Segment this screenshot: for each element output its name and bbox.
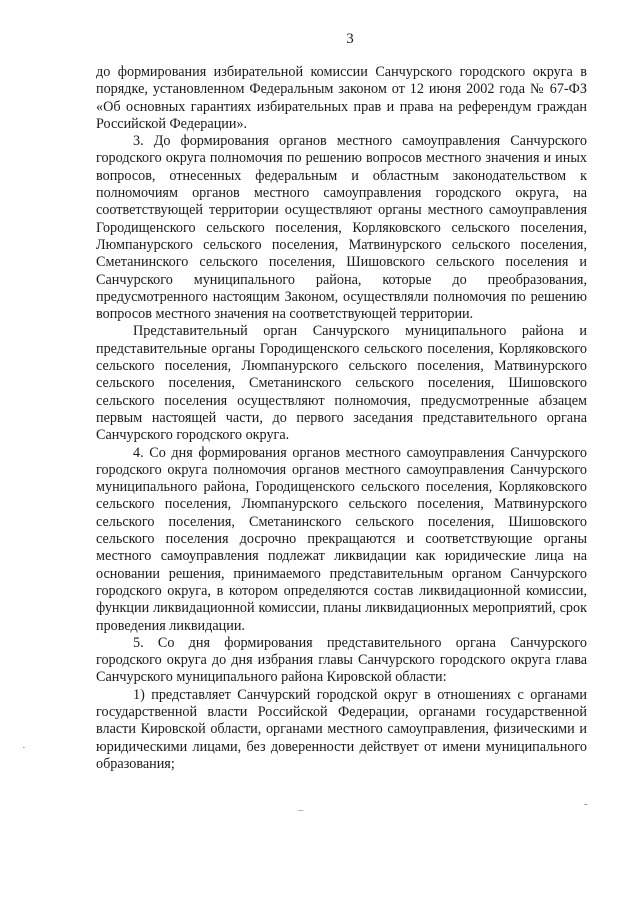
- paragraph-representative-body: Представительный орган Санчурского муниципального района и представительные органы Городищенского сельского поселения, Корляковского сельского поселения, Люмпанурского сельского поселения, Матвинурского сельского поселения, Сметанинского сельского поселения, Шишовского сельского поселения осуществляют полномочия, предусмотренные абзацем первым настоящей части, до первого заседания представительного органа Санчурского городского округа.: [96, 323, 587, 444]
- paragraph-continuation: до формирования избирательной комиссии Санчурского городского округа в порядке, установленном Федеральным законом от 12 июня 2002 года № 67-ФЗ «Об основных гарантиях избирательных прав и права на референдум граждан Российской Федерации».: [96, 64, 587, 132]
- scan-mark-left: ·: [22, 742, 26, 754]
- paragraph-clause-3: 3. До формирования органов местного самоуправления Санчурского городского округа полномочия по решению вопросов местного значения и иных вопросов, отнесенных федеральным и областным законодательством к полномочиям органов местного самоуправления городского округа, на соответствующей территории осуществляют органы местного самоуправления Городищенского сельского поселения, Корляковского сельского поселения, Люмпанурского сельского поселения, Матвинурского сельского поселения, Сметанинского сельского поселения, Шишовского сельского поселения и Санчурского муниципального района, которые до преобразования, предусмотренного настоящим Законом, осуществляли полномочия по решению вопросов местного значения на соответствующей территории.: [96, 133, 587, 323]
- page-number: 3: [346, 31, 354, 47]
- paragraph-clause-4: 4. Со дня формирования органов местного самоуправления Санчурского городского округа полномочия органов местного самоуправления Санчурского муниципального района, Городищенского сельского поселения, Корляковского сельского поселения, Люмпанурского сельского поселения, Матвинурского сельского поселения, Сметанинского сельского поселения, Шишовского сельского поселения досрочно прекращаются и соответствующие органы местного самоуправления подлежат ликвидации как юридические лица на основании решения, принимаемого представительным органом Санчурского городского округа, в котором определяются состав ликвидационной комиссии, функции ликвидационной комиссии, планы ликвидационных мероприятий, срок проведения ликвидации.: [96, 444, 587, 634]
- paragraph-item-1: 1) представляет Санчурский городской округ в отношениях с органами государственной власти Российской Федерации, органами государственной власти Кировской области, органами местного самоуправления, физическими и юридическими лицами, без доверенности действует от имени муниципального образования;: [96, 686, 587, 772]
- scan-mark-bottom: –: [298, 804, 304, 816]
- paragraph-clause-5: 5. Со дня формирования представительного органа Санчурского городского округа до дня избрания главы Санчурского городского округа глава Санчурского муниципального района Кировской области:: [96, 634, 587, 686]
- scan-mark-right: -: [584, 798, 588, 810]
- document-body: [96, 64, 587, 773]
